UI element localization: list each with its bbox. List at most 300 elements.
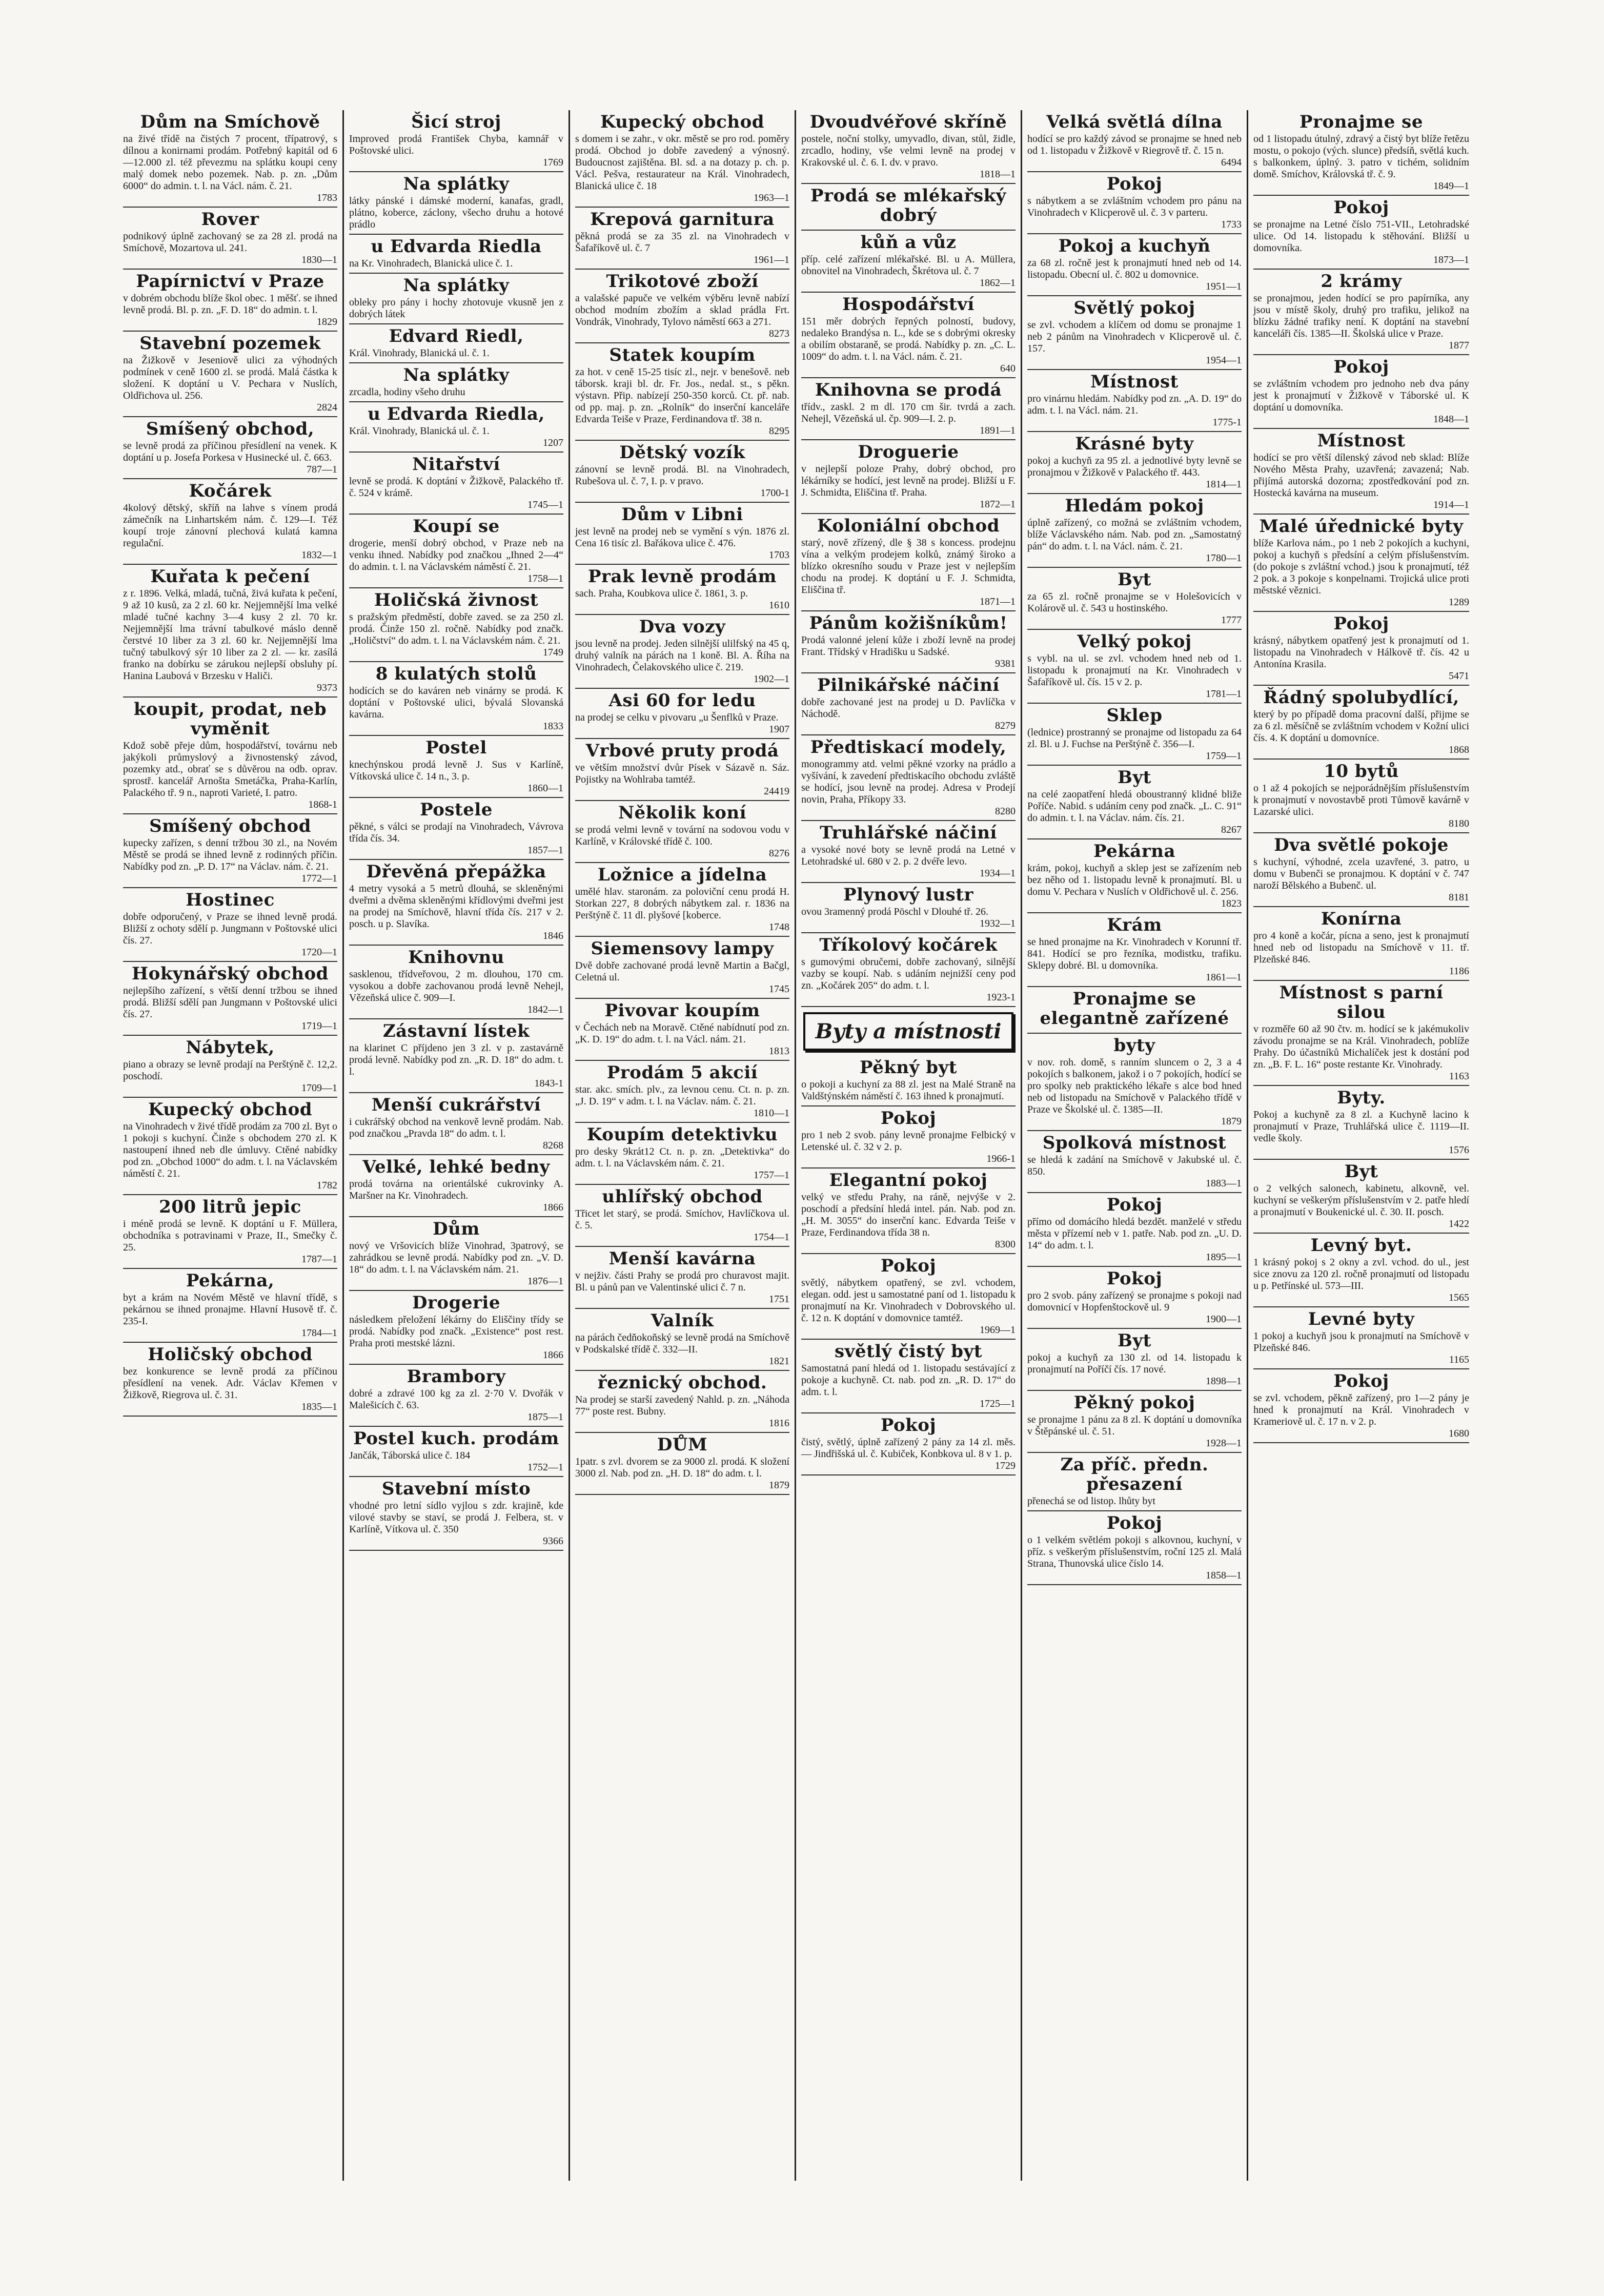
ad-heading: Holičský obchod <box>148 1344 313 1365</box>
ad-body: Prodá valonné jelení kůže i zboží levně na prodej Frant. Třídský v Hradišku u Sadské. <box>801 634 1016 658</box>
ad-heading: Postele <box>420 799 493 820</box>
classified-ad <box>575 441 789 503</box>
ad-body: 4kolový dětský, skříň na lahve s vínem prodá zámečník na Linhartském nám. č. 129—I. Též koupí troje zánovní plechová kulatá kamna regulační. <box>123 502 337 549</box>
ad-reference-number: 1782 <box>317 1180 337 1191</box>
ad-reference-number: 9381 <box>995 658 1016 669</box>
ad-reference-number: 1720—1 <box>301 947 337 958</box>
ad-reference-number: 1872—1 <box>980 499 1016 510</box>
ad-body: jest levně na prodej neb se vymění s výn. 1876 zl. Cena 16 tisíc zl. Bařákova ulice č. 476. <box>575 526 789 549</box>
ad-heading: Pokoj <box>880 1256 937 1276</box>
ad-heading: Plynový lustr <box>843 885 973 905</box>
ad-body: (lednice) prostranný se pronajme od listopadu za 64 zl. Bl. u J. Fuchse na Perštýně č. 356—I. <box>1027 727 1242 750</box>
ad-column-2 <box>344 110 570 2181</box>
ad-reference-number: 1703 <box>769 549 789 561</box>
ad-reference-number: 1752—1 <box>527 1462 563 1473</box>
ad-reference-number: 8295 <box>769 425 789 437</box>
ad-heading: Levné byty <box>1308 1309 1415 1329</box>
ad-body: Třicet let starý, se prodá. Smíchov, Havlíčkova ul. č. 5. <box>575 1208 789 1231</box>
ad-heading: Pokoj <box>1333 1371 1389 1391</box>
classified-ad <box>575 739 789 801</box>
ad-heading: Tříkolový kočárek <box>819 935 998 955</box>
ad-heading: Světlý pokoj <box>1073 298 1195 318</box>
ad-body: sasklenou, třídveřovou, 2 m. dlouhou, 170 cm. vysokou a dobře zachovanou prodá levně Nehejl, Vězeňská ulice č. 909—I. <box>349 969 563 1003</box>
ad-reference-number: 1875—1 <box>527 1411 563 1423</box>
ad-body: Dvě dobře zachované prodá levně Martin a Bačgl, Celetná ul. <box>575 960 789 983</box>
classified-ad <box>349 1093 563 1155</box>
classified-ad <box>575 1185 789 1247</box>
ad-body: jsou levně na prodej. Jeden silnější ulilfský na 45 q, druhý valník na párách na 1 koně. Bl. A. Říha na Vinohradech, Čelakovského ulice č. 219. <box>575 638 789 673</box>
classified-ad <box>123 1036 337 1098</box>
ad-body: podnikový úplně zachovaný se za 28 zl. prodá na Smíchově, Mozartova ul. 241. <box>123 231 337 254</box>
ad-body: ve větším množství dvůr Písek v Sázavě n. Sáz. Pojistky na Wohlraba tamtéž. <box>575 762 789 785</box>
ad-body: o 1 až 4 pokojích se nejporádnějším příslušenstvím k pronajmutí v novostavbě proti Tůmově kavárně v Lazarské ulici. <box>1253 783 1469 817</box>
ad-heading: Byt <box>1118 1330 1151 1351</box>
ad-reference-number: 1680 <box>1449 1428 1469 1439</box>
classified-ad <box>123 814 337 888</box>
classified-ad <box>575 1247 789 1309</box>
ad-reference-number: 9366 <box>543 1535 563 1547</box>
ad-heading: Pokoj <box>1106 1195 1163 1215</box>
classified-ad <box>801 735 1016 821</box>
ad-reference-number: 9373 <box>317 682 337 693</box>
classified-ad <box>801 821 1016 883</box>
classified-ad <box>1253 515 1469 612</box>
ad-body: přenechá se od listop. lhůty byt <box>1027 1495 1155 1507</box>
ad-heading: Postel <box>425 737 487 758</box>
ad-heading: Dva vozy <box>639 617 726 637</box>
classified-ad <box>1027 704 1242 766</box>
classified-ad <box>349 453 563 515</box>
ad-reference-number: 8180 <box>1449 818 1469 829</box>
classified-ad <box>1027 432 1242 494</box>
ad-reference-number: 1866 <box>543 1202 563 1213</box>
ad-reference-number: 1814—1 <box>1206 479 1242 490</box>
ad-body: o pokoji a kuchyní za 88 zl. jest na Malé Straně na Valdštýnském náměstí č. 163 ihned k pronajmutí. <box>801 1079 1016 1102</box>
ad-heading: světlý čistý byt <box>834 1341 983 1362</box>
ad-heading: Pokoj <box>880 1108 937 1129</box>
ad-reference-number: 1422 <box>1449 1218 1469 1229</box>
ad-heading: Pěkný byt <box>860 1057 957 1078</box>
classified-ad <box>1253 1369 1469 1443</box>
classified-ad <box>349 1365 563 1427</box>
classified-ad <box>123 565 337 698</box>
ad-reference-number: 1969—1 <box>980 1324 1016 1336</box>
ad-body: světlý, nábytkem opatřený, se zvl. vchodem, elegan. odd. jest u samostatné paní od 1. listopadu k pronajmutí na Kr. Vinohradech v Dobrovského ul. č. 12 n. K doptání v domovnice tamtéž. <box>801 1277 1016 1324</box>
ad-reference-number: 1900—1 <box>1206 1314 1242 1325</box>
ad-heading: Pokoj <box>1333 357 1389 377</box>
ad-reference-number: 1868 <box>1449 744 1469 755</box>
ad-body: dobře odporučený, v Praze se ihned levně prodá. Bližší z ochoty sdělí p. Jungmann v Poštovské ulici čís. 27. <box>123 911 337 946</box>
ad-heading: Místnost <box>1090 372 1179 392</box>
ad-reference-number: 1858—1 <box>1206 1570 1242 1581</box>
ad-body: piano a obrazy se levně prodají na Perštýně č. 12,2. poschodí. <box>123 1059 337 1082</box>
ad-heading: Malé úřednické byty <box>1259 516 1464 537</box>
classified-ad <box>801 1413 1016 1475</box>
ad-body: pěkná prodá se za 35 zl. na Vinohradech v Šafaříkově ul. č. 7 <box>575 231 789 254</box>
ad-heading: Hospodářství <box>842 294 974 315</box>
ad-body: zrcadla, hodiny všeho druhu <box>349 386 465 398</box>
ad-reference-number: 1751 <box>769 1294 789 1305</box>
classified-ad <box>349 1427 563 1477</box>
ad-body: hodící se pro větší dílenský závod neb sklad: Blíže Nového Města Prahy, uzavřená; zavazená; Nab. přijímá autorská dozorna; zpostředkování pod zn. Hostecká kavárna na museum. <box>1253 452 1469 499</box>
classified-ad <box>801 378 1016 440</box>
ad-reference-number: 1186 <box>1449 966 1469 977</box>
ad-heading: Pokoj <box>1106 1513 1163 1533</box>
ad-reference-number: 1829 <box>317 316 337 327</box>
ad-heading: Místnost s parní silou <box>1279 982 1444 1022</box>
ad-heading: Levný byt. <box>1310 1235 1412 1256</box>
ad-reference-number: 1868-1 <box>308 799 337 810</box>
classified-ad <box>1027 234 1242 296</box>
ad-heading: Pokoj <box>1106 174 1163 194</box>
ad-heading: Prak levně prodám <box>587 566 777 587</box>
ad-body: vhodné pro letní sídlo vyjlou s zdr. krajině, kde vilové stavby se staví, se prodá J. Felbera, st. v Karlíně, Vítkova ul. č. 350 <box>349 1500 563 1535</box>
classified-ad <box>349 662 563 736</box>
ad-body: drogerie, menší dobrý obchod, v Praze neb na venku ihned. Nabídky pod značkou „Ihned 2—4“ do admin. t. l. na Václavském náměstí č. 21. <box>349 538 563 572</box>
ad-body: nový ve Vršovicích blíže Vinohrad, 3patrový, se zahrádkou se levně prodá. Nabídky pod zn. „V. D. 18“ do adm. t. l. na Václavském nám. 21. <box>349 1240 563 1275</box>
classified-ad <box>1253 907 1469 981</box>
ad-heading: Kočárek <box>189 481 272 501</box>
ad-body: se pronajme na Letné číslo 751-VII., Letohradské ulice. Od 14. listopadu k stěhování. Bližší u domovníka. <box>1253 219 1469 254</box>
ad-heading: Hledám pokoj <box>1065 496 1204 516</box>
classified-ad <box>123 1343 337 1417</box>
ad-heading: koupit, prodat, neb vyměnit <box>133 699 327 739</box>
classified-ad <box>1027 1511 1242 1585</box>
classified-ad <box>349 1477 563 1551</box>
ad-reference-number: 1725—1 <box>980 1398 1016 1409</box>
ad-body: s domem i se zahr., v okr. městě se pro rod. poměry prodá. Obchod jo dobře zavedený a výnosný. Budoucnost zajištěna. Bl. sd. a na dotazy p. ch. p. Václ. Pešva, restaurateur na Král. Vinohradech, Blanická ulice č. 18 <box>575 133 789 192</box>
ad-reference-number: 1860—1 <box>527 783 563 794</box>
classified-ad <box>349 1291 563 1365</box>
ad-reference-number: 2824 <box>317 402 337 413</box>
classified-ad <box>349 588 563 662</box>
ad-reference-number: 1932—1 <box>980 918 1016 929</box>
ad-heading: Smíšený obchod, <box>146 419 315 439</box>
ad-heading: Několik koní <box>618 803 747 823</box>
ad-body: a valašské papuče ve velkém výběru levně nabízí obchod modním zbožím a sklad prádla Frt. Vondrák, Vinohrady, Tylovo náměstí 663 a 271. <box>575 293 789 327</box>
ad-body: se levně prodá za příčinou přesídlení na venek. K doptání u p. Josefa Porkesa v Husinecké ul. č. 663. <box>123 440 337 463</box>
ad-body: se hned pronajme na Kr. Vinohradech v Korunní tř. 841. Hodící se pro řezníka, modistku, trafiku. Sklepy dobré. Bl. u domovníka. <box>1027 936 1242 971</box>
ad-reference-number: 1749 <box>543 647 563 658</box>
classified-ad <box>801 184 1016 231</box>
classified-ad <box>1027 1329 1242 1391</box>
classified-ad <box>801 1254 1016 1340</box>
section-banner-text: Byty a místnosti <box>815 1019 1002 1043</box>
ad-body: v nov. roh. domě, s ranním sluncem o 2, 3 a 4 pokojích s balkonem, jakož i o 7 pokojích, hodící se pro spolky neb praktického lékaře s alce bod hned neb od listopadu na Smíchově v Palackého třídě v Praze ve Školské ul. č. 1385—II. <box>1027 1057 1242 1115</box>
ad-body: se pronajmou, jeden hodící se pro papírníka, any jsou v místě školy, druhý pro trafiku, jelikož na blízku žádné trafiky není. K doptání na stavební kanceláři čís. 1385—II. Školská ulice v Praze. <box>1253 293 1469 339</box>
ad-heading: Byt <box>1344 1161 1378 1182</box>
ad-body: látky pánské i dámské moderní, kanafas, gradl, plátno, koberce, záclony, všecho druhu a hotové prádlo <box>349 195 563 230</box>
ad-body: dobré a zdravé 100 kg za zl. 2·70 V. Dvořák v Malešicích č. 63. <box>349 1388 563 1411</box>
classified-ad <box>349 235 563 274</box>
section-banner <box>803 1012 1013 1051</box>
ad-reference-number: 1963—1 <box>754 192 789 203</box>
ad-body: v Čechách neb na Moravě. Ctěné nabídnutí pod zn. „K. D. 19“ do adm. t. l. na Václ. nám. 21. <box>575 1022 789 1045</box>
ad-reference-number: 1719—1 <box>301 1020 337 1032</box>
ad-body: na prodej se celku v pivovaru „u Šenflků v Praze. <box>575 712 779 723</box>
ad-heading: Dvoudvéřové skříně <box>809 112 1007 132</box>
ad-heading: Šicí stroj <box>411 112 501 132</box>
ad-reference-number: 1748 <box>769 921 789 933</box>
ad-heading: Předtiskací modely, <box>810 737 1007 757</box>
ad-reference-number: 8280 <box>995 806 1016 817</box>
ad-body: o 1 velkém světlém pokoji s alkovnou, kuchyní, v příz. s veškerým příslušenstvím, roční 125 zl. Malá Strana, Thunovská ulice číslo 14. <box>1027 1534 1242 1569</box>
classified-ad <box>1027 766 1242 839</box>
ad-body: na Kr. Vinohradech, Blanická ulice č. 1. <box>349 258 513 269</box>
ad-reference-number: 1787—1 <box>301 1254 337 1265</box>
ad-body: 4 metry vysoká a 5 metrů dlouhá, se skleněnými dveřmi a dvěma skleněnými křídlovými dveřmi jest na prodej na Smíchově, hlavní třída čís. 217 v 2. posch. u p. Slavíka. <box>349 883 563 930</box>
classified-ad <box>575 863 789 937</box>
classified-ad <box>801 883 1016 933</box>
ad-reference-number: 1821 <box>769 1356 789 1367</box>
ad-heading: uhlířský obchod <box>602 1186 763 1207</box>
ad-body: starý, nově zřízený, dle § 38 s koncess. prodejnu vína a velkým prodejem kolků, známý široko a blízko okresního soudu v Praze jest v nejlepším chodu na prodej. K doptání u F. J. Schmidta, Eliščina tř. <box>801 537 1016 596</box>
classified-ad <box>1253 110 1469 196</box>
ad-reference-number: 1866 <box>543 1349 563 1361</box>
classified-ad <box>575 1433 789 1495</box>
ad-reference-number: 8279 <box>995 720 1016 731</box>
ad-heading: Nitařství <box>412 454 500 475</box>
ad-heading: Holičská živnost <box>374 590 539 610</box>
ad-body: pro 1 neb 2 svob. pány levně pronajme Felbický v Letenské ul. č. 32 v 2. p. <box>801 1130 1016 1153</box>
ad-heading: u Edvarda Riedla, <box>368 404 545 424</box>
ad-body: se hledá k zadání na Smíchově v Jakubské ul. č. 850. <box>1027 1154 1242 1177</box>
ad-body: za 65 zl. ročně pronajme se v Holešovicích v Kolárově ul. č. 543 u hostinského. <box>1027 591 1242 614</box>
classified-ad <box>1253 196 1469 270</box>
ad-body: Král. Vinohrady, Blanická ul. č. 1. <box>349 347 490 359</box>
classified-ad <box>1027 296 1242 370</box>
ad-body: nejlepšího zařízení, s větší denní tržbou se ihned prodá. Bližší sdělí pan Jungmann v Poštovské ulici čís. 27. <box>123 985 337 1020</box>
classified-ad <box>123 417 337 479</box>
ad-heading: Kupecký obchod <box>148 1099 313 1120</box>
classified-ad <box>575 270 789 343</box>
ad-heading: byty <box>1113 1035 1155 1056</box>
ad-body: sach. Praha, Koubkova ulice č. 1861, 3. p. <box>575 588 748 599</box>
ad-heading: Pokoj <box>1333 197 1389 218</box>
ad-reference-number: 1759—1 <box>1206 750 1242 762</box>
ad-body: a vysoké nové boty se levně prodá na Letné v Letohradské ul. 680 v 2. p. 2 dvéře levo. <box>801 844 1016 867</box>
ad-body: pokoj a kuchyň za 95 zl. a jednotlivé byty levně se pronajmou v Žižkově v Palackého tř. 443. <box>1027 455 1242 478</box>
ad-column-1 <box>118 110 344 2181</box>
ad-reference-number: 1745 <box>769 983 789 995</box>
ad-body: pěkné, s válci se prodají na Vinohradech, Vávrova třída čís. 34. <box>349 821 563 844</box>
ad-column-4 <box>796 110 1022 2181</box>
ad-heading: Na splátky <box>403 275 510 296</box>
ad-heading: Smíšený obchod <box>149 816 311 836</box>
ad-heading: Pronajme se elegantně zařízené <box>1040 989 1229 1029</box>
ad-heading: Zástavní lístek <box>382 1021 530 1041</box>
ad-heading: Knihovnu <box>408 947 504 968</box>
ad-reference-number: 1780—1 <box>1206 552 1242 564</box>
classified-ad <box>349 798 563 860</box>
newspaper-page <box>118 110 1476 2181</box>
classified-ad <box>801 1168 1016 1254</box>
ad-reference-number: 1818—1 <box>980 169 1016 180</box>
classified-ad <box>1253 1234 1469 1307</box>
ad-heading: 10 bytů <box>1324 761 1399 782</box>
classified-ad <box>349 274 563 324</box>
classified-ad <box>575 801 789 863</box>
ad-heading: Kuřata k pečení <box>150 566 310 587</box>
ad-heading: Stavební místo <box>381 1479 531 1499</box>
ad-body: ovou 3ramenný prodá Pöschl v Dlouhé tř. 26. <box>801 906 988 917</box>
classified-ad <box>123 1098 337 1195</box>
ad-body: s vybl. na ul. se zvl. vchodem hned neb od 1. listopadu k pronajmutí na Kr. Vinohradech v Šafaříkově ul. čís. 15 v 2. p. <box>1027 653 1242 688</box>
ad-body: v dobrém obchodu blíže škol obec. 1 měšť. se ihned levně prodá. Bl. p. zn. „F. D. 18“ do admin. t. l. <box>123 293 337 316</box>
ad-reference-number: 1745—1 <box>527 499 563 510</box>
classified-ad <box>349 860 563 946</box>
classified-ad <box>1253 612 1469 686</box>
ad-heading: Koupím detektivku <box>586 1124 778 1145</box>
ad-body: umělé hlav. staronám. za poloviční cenu prodá H. Storkan 227, 8 dobrých nábytkem zal. r. 1836 na Perštýně č. 11 dl. plyšové [koberce. <box>575 886 789 921</box>
classified-ad <box>575 110 789 208</box>
ad-body: kupecky zařízen, s denní tržbou 30 zl., na Novém Městě se prodá se ihned levně z rodinných příčin. Nabídky pod zn. „P. D. 17“ na Václav. nám. č. 21. <box>123 837 337 872</box>
ad-heading: Pivovar koupím <box>604 1000 760 1021</box>
ad-body: úplně zařízený, co možná se zvláštním vchodem, blíže Václavského nám. Nab. pod zn. „Samostatný pán“ do adm. t. l. na Václ. nám. č. 21. <box>1027 517 1242 552</box>
classified-ad <box>1253 270 1469 355</box>
classified-ad <box>575 615 789 689</box>
ad-reference-number: 1907 <box>769 724 789 735</box>
classified-ad <box>575 503 789 565</box>
ad-heading: Papírnictví v Praze <box>136 271 324 292</box>
ad-heading: Velká světlá dílna <box>1046 112 1223 132</box>
ad-reference-number: 5471 <box>1449 670 1469 682</box>
ad-heading: 8 kulatých stolů <box>375 664 537 684</box>
ad-body: hodící se pro každý závod se pronajme se hned neb od 1. listopadu v Žižkově v Riegrově tř. č. 15 n. <box>1027 133 1242 156</box>
ad-reference-number: 1861—1 <box>1206 972 1242 983</box>
classified-ad <box>801 611 1016 673</box>
classified-ad <box>123 1269 337 1343</box>
ad-heading: Ložnice a jídelna <box>597 865 767 885</box>
classified-ad <box>1253 981 1469 1086</box>
ad-reference-number: 1833 <box>543 721 563 732</box>
classified-ad <box>349 402 563 453</box>
classified-ad <box>575 999 789 1061</box>
classified-ad <box>801 440 1016 514</box>
classified-ad <box>1253 1160 1469 1234</box>
ad-reference-number: 1842—1 <box>527 1004 563 1015</box>
ad-reference-number: 1902—1 <box>754 673 789 685</box>
classified-ad <box>349 110 563 172</box>
classified-ad <box>801 1106 1016 1168</box>
classified-ad <box>1253 355 1469 429</box>
classified-ad <box>801 514 1016 611</box>
classified-ad <box>1253 1086 1469 1160</box>
ad-body: pro desky 9krát12 Ct. n. p. zn. „Detektivka“ do adm. t. l. na Václavském nám. č. 21. <box>575 1146 789 1169</box>
ad-heading: Pokoj <box>1333 613 1389 634</box>
classified-ad <box>1027 568 1242 630</box>
ad-reference-number: 1700-1 <box>760 487 789 499</box>
ad-reference-number: 1873—1 <box>1433 254 1469 265</box>
ad-body: na Vinohradech v živé třídě prodám za 700 zl. Byt o 1 pokoji s kuchyní. Činže s obchodem 270 zl. K nastoupení ihned neb dle úmluvy. Ctěné nabídky pod zn. „Obchod 1000“ do adm. t. l. na Václavském náměstí č. 21. <box>123 1121 337 1179</box>
ad-body: s kuchyní, výhodné, zcela uzavřené, 3. patro, u domu v Bubenči se pronajmou. K doptání v č. 747 naroží Bělského a Bubenč. ul. <box>1253 856 1469 891</box>
classified-ad <box>349 1019 563 1093</box>
ad-reference-number: 1928—1 <box>1206 1438 1242 1449</box>
classified-ad <box>123 208 337 270</box>
ad-reference-number: 1729 <box>995 1460 1016 1471</box>
ad-heading: 2 krámy <box>1321 271 1402 292</box>
ad-heading: Pokoj <box>1106 1268 1163 1289</box>
ad-reference-number: 1879 <box>1221 1116 1242 1127</box>
ad-body: krásný, nábytkem opatřený jest k pronajmutí od 1. listopadu na Vinohradech v Hálkově tř. čís. 42 u Antonína Krasila. <box>1253 635 1469 670</box>
ad-heading: Spolková místnost <box>1042 1133 1227 1153</box>
classified-ad <box>123 962 337 1036</box>
ad-body: obleky pro pány i hochy zhotovuje vkusně jen z dobrých látek <box>349 297 563 320</box>
classified-ad <box>1027 1267 1242 1329</box>
classified-ad <box>801 933 1016 1007</box>
classified-ad <box>349 946 563 1019</box>
ad-body: star. akc. smích. plv., za levnou cenu. Ct. n. p. zn. „J. D. 19“ v adm. t. l. na Václav. nám. č. 21. <box>575 1084 789 1107</box>
ad-heading: Pekárna, <box>186 1270 275 1291</box>
classified-ad <box>1027 987 1242 1034</box>
classified-ad <box>1027 1453 1242 1511</box>
ad-body: s gumovými obručemi, dobře zachovaný, silnější vazby se koupí. Nab. s udáním nejnižší ceny pod zn. „Kočárek 205“ do adm. t. l. <box>801 956 1016 991</box>
ad-heading: Statek koupím <box>609 345 756 365</box>
ad-heading: Pekárna <box>1093 841 1176 862</box>
ad-body: Na prodej se starší zavedený Nahld. p. zn. „Náhoda 77“ poste rest. Bubny. <box>575 1394 789 1417</box>
ad-body: za hot. v ceně 15-25 tisíc zl., nejr. v benešově. neb táborsk. kraji bl. dr. Fr. Jos., nedal. st., s pěkn. výstavn. Přip. nabízejí 250-350 korců. Ct. př. nab. od pp. maj. p. zn. „Rolník“ do inserční kanceláře Edvarda Teiše v Praze, Ferdinandova tř. 38 n. <box>575 366 789 425</box>
ad-reference-number: 1898—1 <box>1206 1376 1242 1387</box>
ad-reference-number: 8181 <box>1449 892 1469 903</box>
classified-ad <box>575 565 789 615</box>
ad-reference-number: 1783 <box>317 192 337 203</box>
ad-body: třídv., zaskl. 2 m dl. 170 cm šir. tvrdá a zach. Nehejl, Vězeňská ul. čp. 909—I. 2. p. <box>801 401 1016 424</box>
ad-heading: Pronajme se <box>1300 112 1423 132</box>
ad-body: 151 měr dobrých řepných polností, budovy, nedaleko Brandýsa n. L., kde se s dobrými okresky a obilím obstaraně, se prodá. Nabídky p. zn. „C. L. 1009“ do adm. t. l. na Václ. nám. č. 21. <box>801 316 1016 362</box>
ad-body: na klarinet C příjdeno jen 3 zl. v p. zastavárně prodá levně. Nabídky pod zn. „R. D. 18“ do adm. t. l. <box>349 1042 563 1077</box>
ad-heading: Pokoj a kuchyň <box>1058 236 1211 256</box>
ad-reference-number: 1772—1 <box>301 873 337 884</box>
ad-heading: Prodá se mlékařský dobrý <box>810 186 1006 225</box>
classified-ad <box>123 110 337 208</box>
ad-heading: 200 litrů jepic <box>159 1197 301 1217</box>
ad-body: se prodá velmi levně v tovární na sodovou vodu v Karlíně, v Královské třídě č. 100. <box>575 824 789 847</box>
ad-body: v rozměře 60 až 90 čtv. m. hodící se k jakémukoliv závodu pronajme se na Král. Vinohradech, poblíže Prahy. Do účastníků Michalíček jest k dostání pod zn. „B. F. L. 16“ poste restante Kr. Vinohrady. <box>1253 1023 1469 1070</box>
ad-reference-number: 1934—1 <box>980 868 1016 879</box>
ad-body: 1 pokoj a kuchyň jsou k pronajmutí na Smíchově v Plzeňské 846. <box>1253 1330 1469 1354</box>
ad-body: 1patr. s zvl. dvorem se za 9000 zl. prodá. K složení 3000 zl. Nab. pod zn. „H. D. 18“ do adm. t. l. <box>575 1456 789 1479</box>
ad-reference-number: 1777 <box>1221 614 1242 626</box>
classified-ad <box>123 332 337 417</box>
ad-heading: Brambory <box>407 1366 506 1387</box>
ad-body: na párách čedňokoňský se levně prodá na Smíchově v Podskalské třídě č. 332—II. <box>575 1332 789 1355</box>
ad-heading: Dům v Libni <box>621 504 743 525</box>
ad-body: i cukrářský obchod na venkově levně prodám. Nab. pod značkou „Pravda 18“ do adm. t. l. <box>349 1116 563 1139</box>
classified-ad <box>801 1056 1016 1106</box>
ad-body: Jančák, Táborská ulice č. 184 <box>349 1450 471 1461</box>
ad-body: hodících se do kaváren neb vinárny se prodá. K doptání v Poštovské ulici, bývalá Slovanská kavárna. <box>349 685 563 720</box>
ad-heading: u Edvarda Riedla <box>371 236 542 257</box>
ad-reference-number: 787—1 <box>307 464 337 475</box>
classified-ad <box>1253 833 1469 907</box>
ad-reference-number: 1163 <box>1449 1071 1469 1082</box>
ad-heading: Rover <box>201 209 259 230</box>
ad-reference-number: 1849—1 <box>1433 180 1469 192</box>
ad-heading: Konírna <box>1321 909 1402 929</box>
ad-body: byt a krám na Novém Městě ve hlavní třídě, s pekárnou se ihned pronajme. Hlavní Husově tř. č. 235-I. <box>123 1292 337 1327</box>
ad-body: krám, pokoj, kuchyň a sklep jest se zařízením neb bez něho od 1. listopadu levně k pronajmutí. Bl. u domu V. Pechara v Nuslích v Oldřichově ul. č. 256. <box>1027 863 1242 897</box>
ad-heading: Na splátky <box>403 174 510 194</box>
ad-heading: Velké, lehké bedny <box>362 1157 550 1177</box>
classified-ad <box>1027 630 1242 704</box>
ad-heading: Siemensovy lampy <box>591 938 774 959</box>
classified-ad <box>349 1217 563 1291</box>
ad-heading: Drogerie <box>412 1293 500 1313</box>
ad-body: Král. Vinohrady, Blanická ul. č. 1. <box>349 425 490 437</box>
classified-ad <box>575 937 789 999</box>
ad-body: na celé zaopatření hledá oboustranný klidné bliže Poříče. Nabid. s udáním ceny pod značk. „L. C. 91“ do admin. t. l. na Václav. nám. čís. 21. <box>1027 789 1242 824</box>
ad-body: se zvl. vchodem a klíčem od domu se pronajme 1 neb 2 pánům na Vinohradech v Klicperově ul. č. 157. <box>1027 319 1242 354</box>
